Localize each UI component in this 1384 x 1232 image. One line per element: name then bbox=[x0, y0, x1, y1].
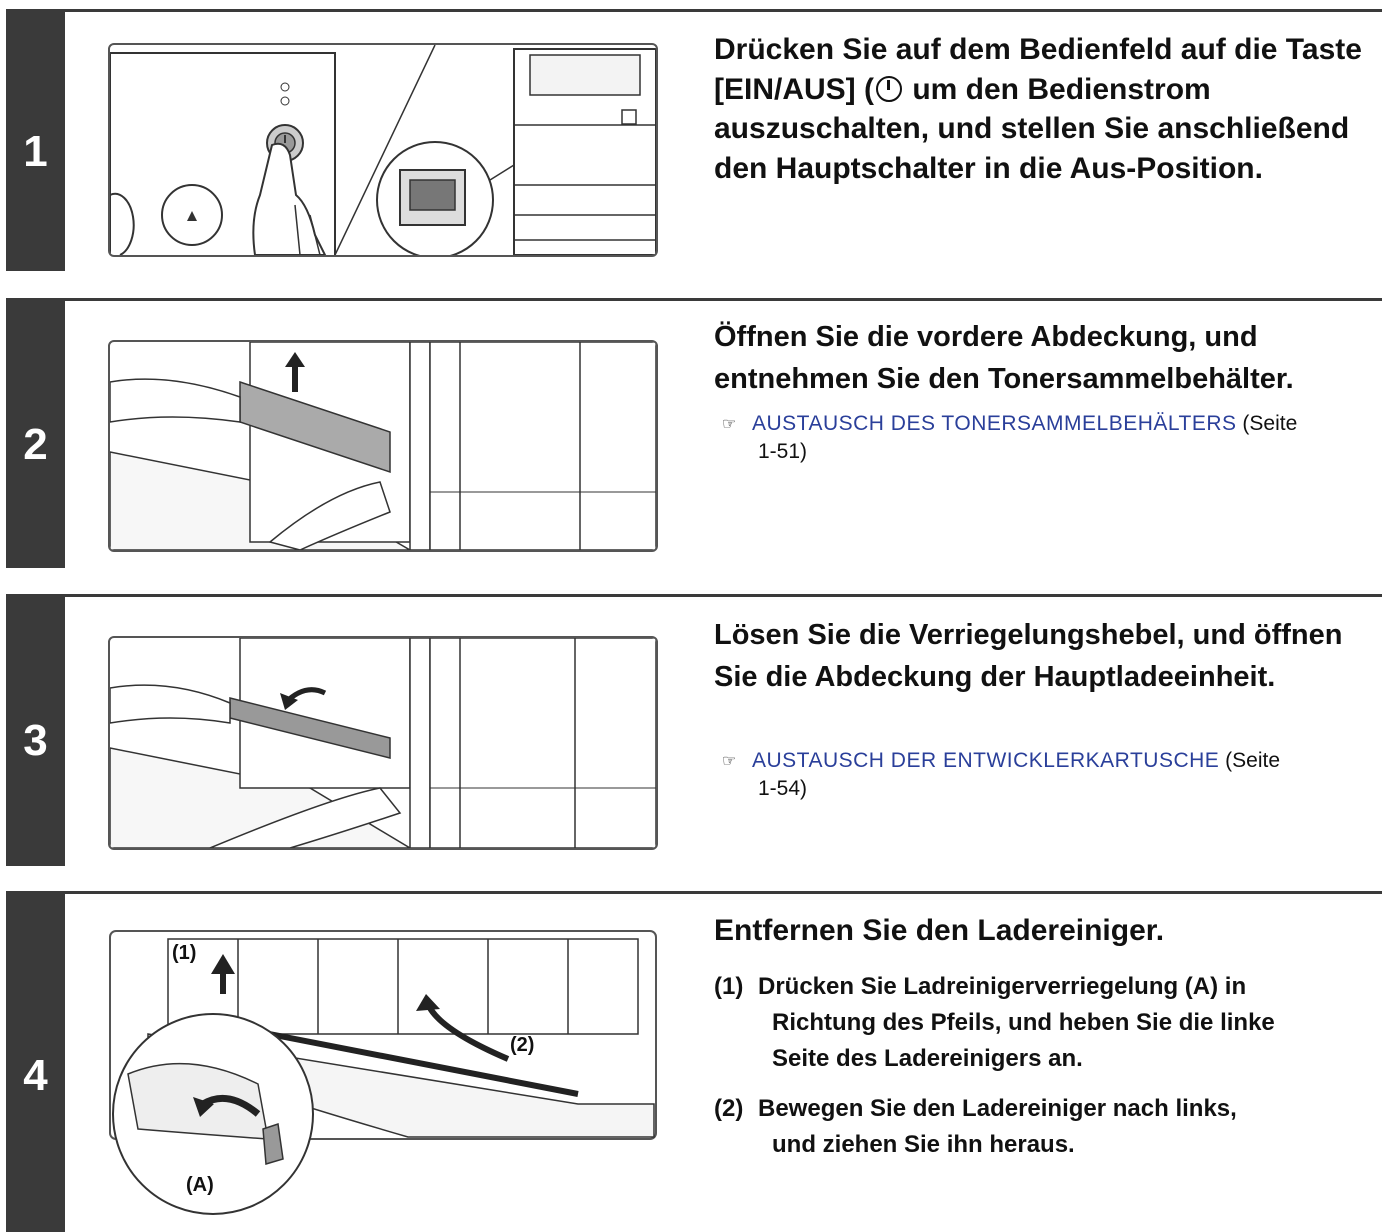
step-number: 4 bbox=[23, 1051, 48, 1100]
ref-link[interactable]: AUSTAUSCH DES TONERSAMMELBEHÄLTERS bbox=[752, 412, 1237, 435]
step-heading: Entfernen Sie den Ladereiniger. bbox=[714, 914, 1165, 947]
step-4 bbox=[0, 891, 1384, 1232]
cross-reference: ☞ AUSTAUSCH DER ENTWICKLERKARTUSCHE (Seite 1-54) bbox=[722, 749, 1280, 800]
step-heading: Drücken Sie auf dem Bedienfeld auf die Taste [EIN/AUS] ( um den Bedienstrom auszuschalten, und stellen Sie anschließend den Hauptschalter in die Aus-Position. bbox=[714, 33, 1362, 185]
step-illustration bbox=[108, 636, 658, 850]
step-divider bbox=[6, 891, 1382, 894]
step-number: 2 bbox=[23, 420, 48, 469]
step-heading: Lösen Sie die Verriegelungshebel, und öffnen Sie die Abdeckung der Hauptladeeinheit. bbox=[714, 619, 1343, 693]
step-3 bbox=[0, 594, 1384, 866]
step-illustration bbox=[108, 43, 658, 257]
pointing-hand-icon: ☞ bbox=[722, 753, 737, 770]
cross-reference: ☞ AUSTAUSCH DES TONERSAMMELBEHÄLTERS (Seite 1-51) bbox=[722, 412, 1298, 463]
power-key-icon bbox=[876, 76, 902, 102]
step-number: 1 bbox=[23, 127, 48, 176]
start-icon bbox=[162, 185, 222, 245]
step-divider bbox=[6, 298, 1382, 301]
step-1 bbox=[0, 9, 1384, 271]
main-switch-icon bbox=[377, 142, 493, 255]
callout-2: (2) bbox=[510, 1034, 535, 1056]
step-number: 3 bbox=[23, 716, 48, 765]
step-2 bbox=[0, 298, 1384, 568]
step-illustration bbox=[108, 340, 658, 552]
callout-a: (A) bbox=[186, 1174, 214, 1196]
step-divider bbox=[6, 594, 1382, 597]
step-illustration bbox=[108, 929, 658, 1196]
step-divider bbox=[6, 9, 1382, 12]
step-heading: Öffnen Sie die vordere Abdeckung, und entnehmen Sie den Tonersammelbehälter. bbox=[714, 321, 1294, 395]
substep-1: (1) Drücken Sie Ladreinigerverriegelung (A) in Richtung des Pfeils, und heben Sie die linke Seite des Ladereinigers an. bbox=[714, 973, 1275, 1072]
substep-2: (2) Bewegen Sie den Ladereiniger nach links, und ziehen Sie ihn heraus. bbox=[714, 1095, 1237, 1158]
callout-1: (1) bbox=[172, 942, 197, 964]
pointing-hand-icon: ☞ bbox=[722, 416, 737, 433]
ref-link[interactable]: AUSTAUSCH DER ENTWICKLERKARTUSCHE bbox=[752, 749, 1220, 772]
